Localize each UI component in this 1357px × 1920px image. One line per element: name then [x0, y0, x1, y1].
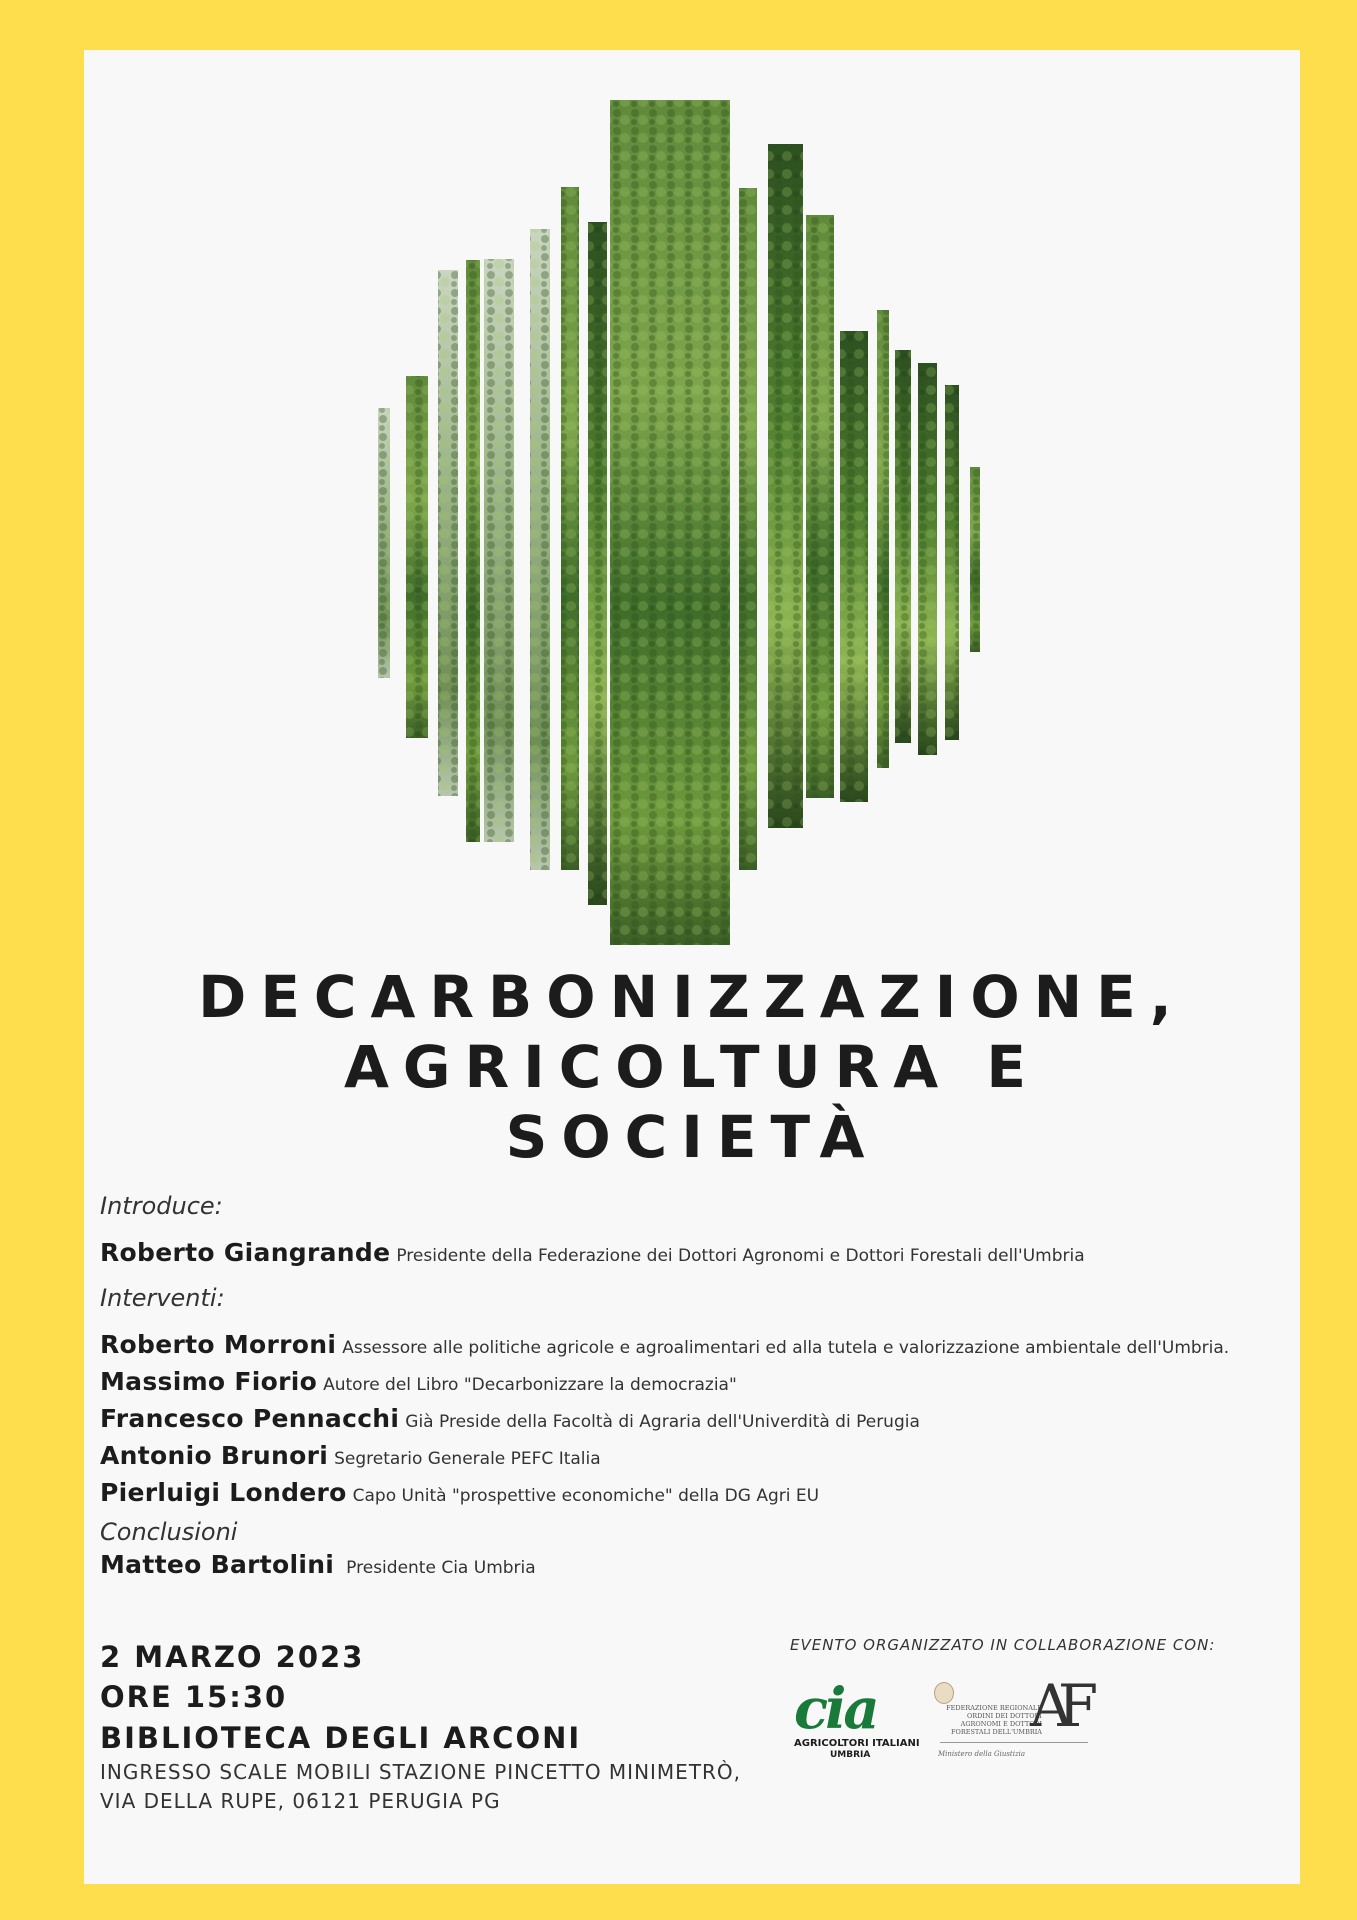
forest-stripe-texture — [918, 363, 937, 755]
event-title — [84, 962, 1300, 1172]
republic-emblem-icon — [934, 1682, 954, 1704]
event-date: 2 MARZO 2023 — [100, 1640, 365, 1674]
event-address: INGRESSO SCALE MOBILI STAZIONE PINCETTO MINIMETRÒ, VIA DELLA RUPE, 06121 PERUGIA PG — [100, 1760, 742, 1813]
speaker-role: Segretario Generale PEFC Italia — [334, 1449, 601, 1469]
speaker-row — [100, 1238, 1085, 1267]
speaker-role: Assessore alle politiche agricole e agroalimentari ed alla tutela e valorizzazione ambientale dell'Umbria. — [342, 1338, 1230, 1358]
forest-stripe-texture — [877, 310, 889, 768]
forest-stripe-texture — [768, 144, 803, 828]
cia-logo-line2: UMBRIA — [830, 1750, 871, 1760]
forest-stripe-texture — [840, 331, 868, 802]
forest-stripe-texture — [530, 229, 550, 870]
forest-stripe-texture — [945, 385, 959, 740]
title-line-1: DECARBONIZZAZIONE, — [198, 963, 1186, 1031]
forest-stripe-texture — [970, 467, 980, 652]
forest-stripe-texture — [739, 188, 757, 870]
cia-wordmark: cia — [794, 1676, 877, 1742]
speaker-row — [100, 1404, 920, 1433]
speaker-name: Matteo Bartolini — [100, 1550, 335, 1579]
federazione-logo-text: FEDERAZIONE REGIONALE ORDINI DEI DOTTORI AGRONOMI E DOTTORI FORESTALI DELL'UMBRIA — [946, 1704, 1042, 1736]
ministry-label: Ministero della Giustizia — [938, 1750, 1026, 1758]
event-venue: BIBLIOTECA DEGLI ARCONI — [100, 1721, 582, 1755]
cia-logo-line1: AGRICOLTORI ITALIANI — [794, 1738, 920, 1749]
forest-stripe-texture — [466, 260, 480, 842]
cia-logo — [794, 1676, 920, 1760]
divider — [940, 1742, 1088, 1743]
speaker-role: Capo Unità "prospettive economiche" della DG Agri EU — [352, 1486, 820, 1506]
speaker-role: Già Preside della Facoltà di Agraria dell'Univerdità di Perugia — [405, 1412, 920, 1432]
af-monogram: AF — [1030, 1672, 1085, 1740]
speaker-name: Pierluigi Londero — [100, 1478, 347, 1507]
forest-stripe-texture — [406, 376, 428, 738]
speaker-role: Autore del Libro "Decarbonizzare la democrazia" — [323, 1375, 737, 1395]
speaker-row — [100, 1367, 737, 1396]
speaker-row — [100, 1550, 536, 1579]
forest-stripe-texture — [561, 187, 579, 870]
speaker-name: Francesco Pennacchi — [100, 1404, 400, 1433]
speaker-row — [100, 1330, 1229, 1359]
speaker-row — [100, 1478, 819, 1507]
speaker-name: Massimo Fiorio — [100, 1367, 318, 1396]
speaker-role: Presidente Cia Umbria — [346, 1558, 536, 1578]
forest-stripe-texture — [806, 215, 834, 798]
forest-stripe-texture — [588, 222, 607, 905]
event-time: ORE 15:30 — [100, 1680, 288, 1714]
title-line-2: AGRICOLTURA E — [344, 1033, 1040, 1101]
introduce-label: Introduce: — [100, 1192, 223, 1220]
forest-stripe-texture — [610, 100, 730, 945]
conclusioni-label: Conclusioni — [100, 1518, 238, 1546]
forest-stripe-texture — [484, 259, 514, 842]
forest-stripe-texture — [378, 408, 390, 678]
forest-stripe-texture — [438, 270, 458, 796]
speaker-name: Roberto Giangrande — [100, 1238, 391, 1267]
speaker-row — [100, 1441, 601, 1470]
forest-stripe-texture — [895, 350, 911, 743]
title-line-3: SOCIETÀ — [505, 1103, 879, 1171]
speaker-role: Presidente della Federazione dei Dottori Agronomi e Dottori Forestali dell'Umbria — [396, 1246, 1085, 1266]
collaboration-label: EVENTO ORGANIZZATO IN COLLABORAZIONE CON: — [790, 1636, 1216, 1654]
speaker-name: Roberto Morroni — [100, 1330, 337, 1359]
federazione-logo — [930, 1672, 1085, 1764]
speaker-name: Antonio Brunori — [100, 1441, 329, 1470]
interventi-label: Interventi: — [100, 1284, 225, 1312]
